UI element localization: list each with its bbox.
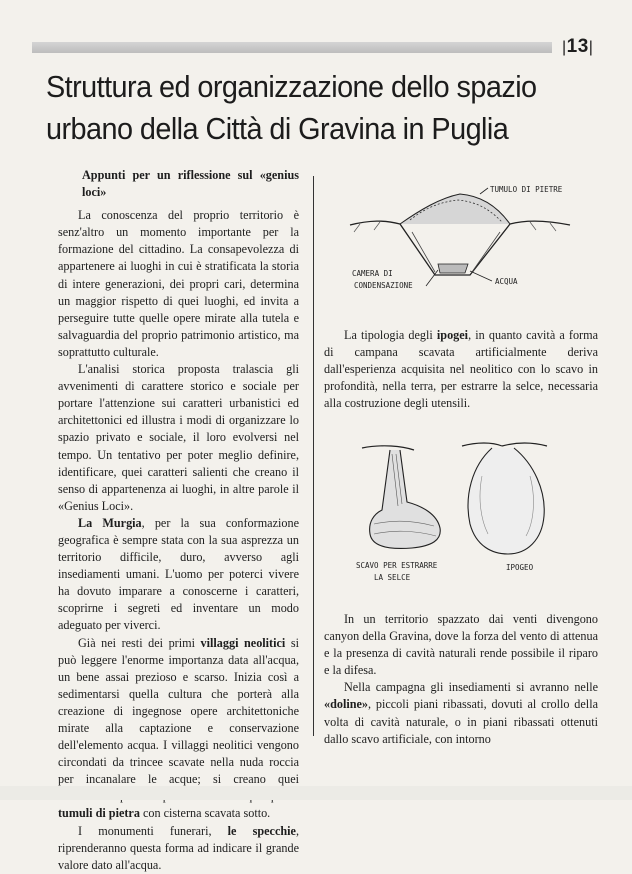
header-bar <box>32 42 552 53</box>
label-scavo: SCAVO PER ESTRARRE <box>356 561 438 570</box>
paragraph: Nella campagna gli insediamenti si avranno nelle «doline», piccoli piani ribassati, dovuti al crollo della volta di cavità naturale, o in piani ribassati ottenuti dallo scavo artificiale, con intorno <box>324 680 598 746</box>
paragraph: L'analisi storica proposta tralascia gli avvenimenti di carattere storico e sociale per portare l'attenzione sui caratteri urbanistici ed architettonici ed illustra i modi di organizzare lo spazio privato e sociale, il loro evolversi nel tempo. Un tentativo per poter meglio definire, identificare, quei caratteri salienti che creano il senso di appartenenza ai luoghi, in altre parole il «Genius Loci». <box>58 362 299 513</box>
column-divider <box>313 176 314 736</box>
label-ipogeo: IPOGEO <box>506 563 534 572</box>
page-bottom-edge <box>0 786 632 800</box>
right-column-bottom <box>324 611 598 748</box>
paragraph: In un territorio spazzato dai venti divengono canyon della Gravina, dove la forza del vento di attenua e la presenza di cavità naturali rende possibile il riparo e la difesa. <box>324 612 598 678</box>
paragraph: La Murgia, per la sua conformazione geografica è sempre stata con la sua asprezza un territorio difficile, duro, avverso agli insediamenti umani. L'uomo per poterci vivere ha dovuto imparare a conoscerne i caratteri, scoprirne i segreti ed inventare un modo adeguato per viverci. <box>58 515 299 633</box>
paragraph: La conoscenza del proprio territorio è senz'altro un momento importante per la formazione del cittadino. La consapevolezza di appartenere ai luoghi in cui è stratificata la storia di intere generazioni, dei propri cari, determina un maggior rispetto di quei luoghi, ed invita a perseguire tutte quelle opere mirate alla tutela e salvaguardia del proprio patrimonio artistico, ma soprattutto culturale. <box>58 208 299 359</box>
left-column <box>58 167 299 874</box>
ipogeo-sketch <box>352 436 572 586</box>
article-subtitle: Appunti per un riflessione sul «genius loci» <box>82 168 299 200</box>
label-tumulo: TUMULO DI PIETRE <box>490 185 563 194</box>
label-acqua: ACQUA <box>495 277 518 286</box>
page-number: |13| <box>562 36 594 57</box>
article-title: Struttura ed organizzazione dello spazio urbano della Città di Gravina in Puglia <box>46 69 537 146</box>
label-condensazione: CONDENSAZIONE <box>354 281 413 290</box>
paragraph: La tipologia degli ipogei, in quanto cavità a forma di campana scavata artificialmente deriva dall'esperienza acquisita nel neolitico con lo scavo in profondità, nella terra, per estrarre la selce, necessaria alla costruzione degli utensili. <box>324 328 598 411</box>
paragraph: Già nei resti dei primi villaggi neolitici si può leggere l'enorme importanza data all'acqua, un bene assai prezioso e scarso. Inizia così a sedimentarsi quella cultura che porterà alla creazione di ingegnose opere architettoniche mirate alla captazione e conservazione dell'elemento acqua. I villaggi neolitici vengono circondati da trincee scavate nella nuda roccia per incanalare le acque; si creano quei tumuli di pietra con cisterna scavata sotto. <box>58 635 299 821</box>
tumulo-sketch <box>340 180 590 300</box>
label-camera: CAMERA DI <box>352 269 393 278</box>
paragraph: I monumenti funerari, le specchie, riprenderanno questa forma ad indicare il grande valore dato all'acqua. <box>58 823 299 872</box>
label-selce: LA SELCE <box>374 573 411 582</box>
right-column-top <box>324 327 598 412</box>
